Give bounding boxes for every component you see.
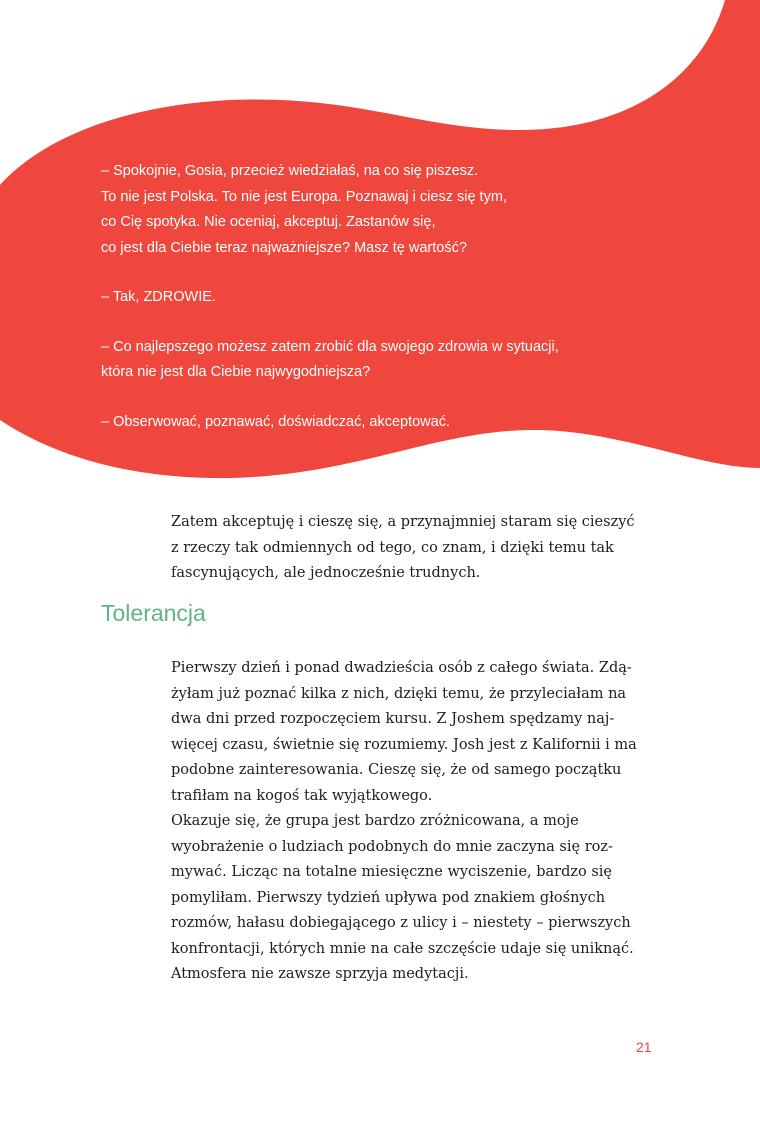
page-number: 21	[636, 1039, 652, 1055]
body-paragraph: Okazuje się, że grupa jest bardzo zróżnicowana, a moje wyobrażenie o ludziach podobnych do mnie zaczyna się roz- mywać. Licząc na totalne miesięczne wyciszenie, bardzo się pomyliłam. Pierwszy tydzień upływa pod znakiem głośnych rozmów, hałasu dobiegającego z ulicy i – niestety – pierwszych konfrontacji, których mnie na całe szczęście udaje się uniknąć. Atmosfera nie zawsze sprzyja medytacji.	[171, 813, 634, 982]
body-text	[171, 656, 661, 988]
dialogue-block	[101, 159, 621, 459]
intro-paragraph: Zatem akceptuję i cieszę się, a przynajmniej staram się cieszyć z rzeczy tak odmiennych od tego, co znam, i dzięki temu tak fascynujących, ale jednocześnie trudnych.	[171, 514, 635, 581]
dialogue-line: – Co najlepszego możesz zatem zrobić dla swojego zdrowia w sytuacji, która nie jest dla Ciebie najwygodniejsza?	[101, 338, 559, 380]
section-title: Tolerancja	[101, 600, 206, 626]
body-paragraph: Pierwszy dzień i ponad dwadzieścia osób z całego świata. Zdą- żyłam już poznać kilka z nich, dzięki temu, że przyleciałam na dwa dni przed rozpoczęciem kursu. Z Joshem spędzamy naj- więcej czasu, świetnie się rozumiemy. Josh jest z Kalifornii i ma podobne zainteresowania. Cieszę się, że od samego początku trafiłam na kogoś tak wyjątkowego.	[171, 660, 637, 804]
dialogue-line: – Spokojnie, Gosia, przecież wiedziałaś, na co się piszesz. To nie jest Polska. To nie jest Europa. Poznawaj i ciesz się tym, co Cię spotyka. Nie oceniaj, akceptuj. Zastanów się, co jest dla Ciebie teraz najważniejsze? Masz tę wartość?	[101, 163, 507, 256]
dialogue-line: – Obserwować, poznawać, doświadczać, akceptować.	[101, 413, 450, 430]
dialogue-line: – Tak, ZDROWIE.	[101, 289, 216, 305]
